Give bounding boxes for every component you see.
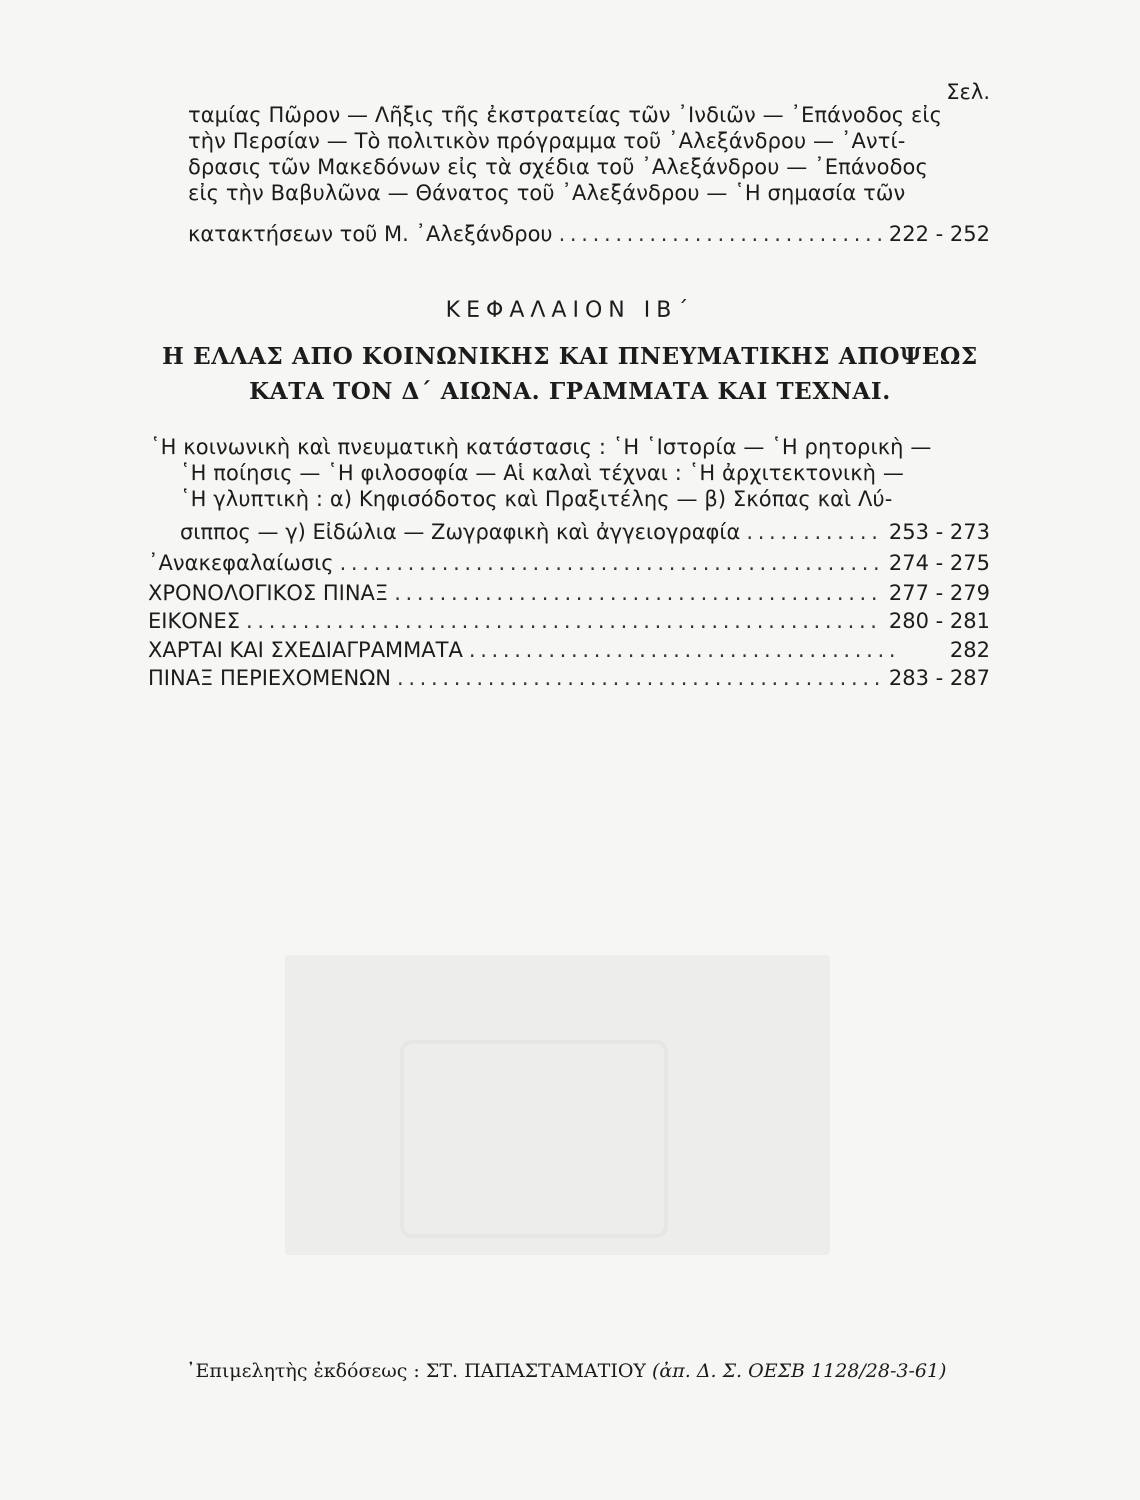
dot-leader (340, 551, 883, 575)
page-column-label: Σελ. (946, 80, 990, 104)
chapter-title-line-1: Η ΕΛΛΑΣ ΑΠΟ ΚΟΙΝΩΝΙΚΗΣ ΚΑΙ ΠΝΕΥΜΑΤΙΚΗΣ ΑΠΟΨΕΩΣ (162, 343, 978, 370)
page-range: 282 (949, 638, 990, 662)
toc-entry-last-line-top (188, 222, 990, 248)
dot-leader (559, 222, 883, 246)
entry-line: ῾Η ποίησις — ῾Η φιλοσοφία — Αἱ καλαὶ τέχναι : ῾Η ἀρχιτεκτονικὴ — (180, 461, 904, 485)
page-range: 277 - 279 (888, 581, 990, 605)
page-range: 283 - 287 (888, 666, 990, 690)
page-range: 253 - 273 (888, 520, 990, 544)
entry-line: ῾Η γλυπτικὴ : α) Κηφισόδοτος καὶ Πραξιτέλης — β) Σκόπας καὶ Λύ- (180, 487, 893, 511)
page-range: 222 - 252 (888, 222, 990, 246)
page-range: 274 - 275 (888, 551, 990, 575)
dot-leader (397, 666, 883, 690)
toc-row (148, 581, 990, 607)
toc-row (148, 638, 990, 664)
entry-line: ῾Η κοινωνικὴ καὶ πνευματικὴ κατάστασις : ῾Η ῾Ιστορία — ῾Η ρητορικὴ — (150, 435, 932, 459)
toc-row (148, 551, 990, 577)
chapter-heading: ΚΕΦΑΛΑΙΟΝ ΙΒ΄ (445, 298, 695, 323)
dot-leader (246, 609, 883, 633)
entry-line: σιππος — γ) Εἰδώλια — Ζωγραφικὴ καὶ ἀγγειογραφία (180, 520, 741, 544)
entry-line: δρασις τῶν Μακεδόνων εἰς τὰ σχέδια τοῦ ᾿Αλεξάνδρου — ᾿Επάνοδος (188, 155, 928, 179)
toc-row (148, 666, 990, 692)
toc-label: ΧΑΡΤΑΙ ΚΑΙ ΣΧΕΔΙΑΓΡΑΜΜΑΤΑ (148, 638, 463, 662)
dot-leader (394, 581, 883, 605)
editor-label: ᾿Επιμελητὴς ἐκδόσεως : (186, 1360, 420, 1382)
toc-row (148, 609, 990, 635)
toc-label: ᾿Ανακεφαλαίωσις (148, 551, 334, 575)
editor-name: ΣΤ. ΠΑΠΑΣΤΑΜΑΤΙΟΥ (425, 1360, 646, 1382)
editor-credit (186, 1360, 1006, 1382)
entry-line: κατακτήσεων τοῦ Μ. ᾿Αλεξάνδρου (188, 222, 553, 246)
toc-entry-paragraph-chapter (150, 434, 990, 512)
bleed-through-frame (400, 1040, 668, 1238)
dot-leader (746, 520, 883, 544)
dot-leader (469, 638, 894, 662)
entry-line: ταμίας Πῶρον — Λῆξις τῆς ἐκστρατείας τῶν ᾿Ινδιῶν — ᾿Επάνοδος εἰς (188, 103, 943, 127)
toc-label: ΠΙΝΑΞ ΠΕΡΙΕΧΟΜΕΝΩΝ (148, 666, 391, 690)
toc-entry-last-line-chapter (180, 520, 990, 546)
entry-line: τὴν Περσίαν — Τὸ πολιτικὸν πρόγραμμα τοῦ ᾿Αλεξάνδρου — ᾿Αντί- (188, 129, 906, 153)
approval-reference: (ἀπ. Δ. Σ. ΟΕΣΒ 1128/28-3-61) (652, 1360, 947, 1382)
toc-label: ΕΙΚΟΝΕΣ (148, 609, 241, 633)
page-range: 280 - 281 (888, 609, 990, 633)
toc-entry-paragraph-top (188, 102, 988, 206)
toc-label: ΧΡΟΝΟΛΟΓΙΚΟΣ ΠΙΝΑΞ (148, 581, 389, 605)
chapter-title-line-2: ΚΑΤΑ ΤΟΝ Δ΄ ΑΙΩΝΑ. ΓΡΑΜΜΑΤΑ ΚΑΙ ΤΕΧΝΑΙ. (249, 378, 891, 405)
entry-line: εἰς τὴν Βαβυλῶνα — Θάνατος τοῦ ᾿Αλεξάνδρου — ῾Η σημασία τῶν (188, 181, 906, 205)
